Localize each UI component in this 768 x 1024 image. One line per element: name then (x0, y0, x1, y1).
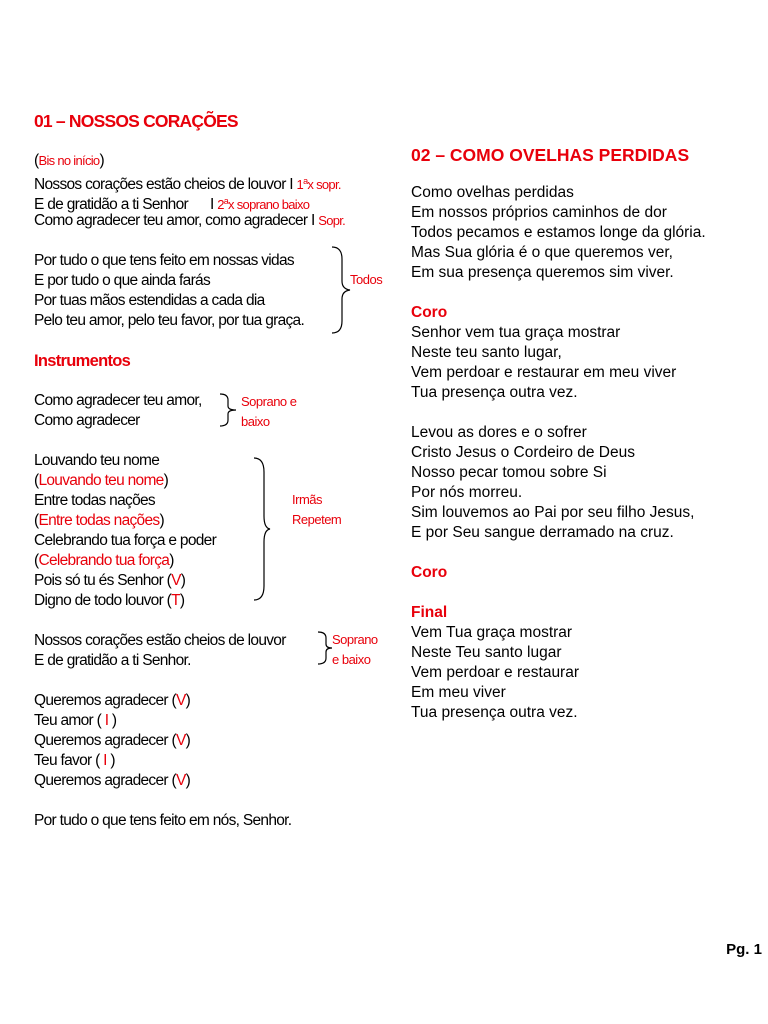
lyric-line: E por Seu sangue derramado na cruz. (411, 524, 674, 541)
lyric-line: Sim louvemos ao Pai por seu filho Jesus, (411, 504, 695, 521)
lyric-line: Celebrando tua força e poder (34, 532, 217, 549)
lyric-line: Por tuas mãos estendidas a cada dia (34, 292, 265, 309)
lyric-line: Cristo Jesus o Cordeiro de Deus (411, 444, 635, 461)
todos-note: Todos (350, 272, 383, 287)
song-2 (411, 143, 768, 723)
lyric-line: Pelo teu amor, pelo teu favor, por tua graça. (34, 312, 305, 329)
lyric-line: Vem perdoar e restaurar (411, 664, 580, 681)
lyric-line: E de gratidão a ti Senhor. (34, 652, 191, 669)
lyric-line: Todos pecamos e estamos longe da glória. (411, 224, 706, 241)
soprano-baixo-note: Soprano e baixo (241, 394, 297, 429)
lyric-line: Levou as dores e o sofrer (411, 424, 587, 441)
lyric-line: Em nossos próprios caminhos de dor (411, 204, 667, 221)
lyric-line: Neste Teu santo lugar (411, 644, 562, 661)
irmas-note: Irmãs Repetem (292, 492, 342, 527)
song-2-title: 02 – COMO OVELHAS PERDIDAS (411, 145, 690, 165)
lyric-line: Pois só tu és Senhor (V) (34, 572, 186, 589)
voice-note: 1$^a$x sopr. (296, 176, 341, 192)
brace-todos (330, 245, 352, 335)
lyric-line: Nossos corações estão cheios de louvor (34, 632, 286, 649)
instrumentos-heading: Instrumentos (34, 352, 131, 370)
lyric-line: Teu amor ( I ) (34, 712, 117, 729)
lyric-line: Como agradecer teu amor, (34, 392, 202, 409)
lyric-line: Por tudo o que tens feito em nossas vidas (34, 252, 294, 269)
lyric-line: Entre todas nações (34, 492, 155, 509)
lyric-line: Como agradecer teu amor, como agradecer I Sopr. (34, 212, 346, 229)
lyric-line: Tua presença outra vez. (411, 704, 578, 721)
page-number: Pg. 1 (726, 941, 762, 958)
voice-note: 2$^a$x soprano baixo (217, 196, 310, 212)
final-heading: Final (411, 604, 448, 621)
brace-irmas (252, 456, 272, 602)
closing-line: Por tudo o que tens feito em nós, Senhor. (34, 812, 292, 829)
lyric-line: Vem perdoar e restaurar em meu viver (411, 364, 677, 381)
bis-note: (Bis no início) (34, 152, 104, 169)
lyric-line: Por nós morreu. (411, 484, 523, 501)
lyric-line: Queremos agradecer (V) (34, 732, 191, 749)
lyric-line: (Entre todas nações) (34, 512, 164, 529)
lyric-line: Tua presença outra vez. (411, 384, 578, 401)
lyric-line: Nosso pecar tomou sobre Si (411, 464, 607, 481)
lyric-line: Vem Tua graça mostrar (411, 624, 573, 641)
lyric-line: Nossos corações estão cheios de louvor I 1$^a$x sopr. (34, 176, 341, 193)
song-1-title: 01 – NOSSOS CORAÇÕES (34, 111, 238, 131)
lyric-line: Queremos agradecer (V) (34, 772, 191, 789)
lyric-line: Em meu viver (411, 684, 506, 701)
lyric-line: (Louvando teu nome) (34, 472, 169, 489)
lyric-line: (Celebrando tua força) (34, 552, 174, 569)
coro-heading-2: Coro (411, 564, 448, 581)
lyric-line: Mas Sua glória é o que queremos ver, (411, 244, 673, 261)
lyric-line: Em sua presença queremos sim viver. (411, 264, 674, 281)
lyric-line: Teu favor ( I ) (34, 752, 115, 769)
lyric-line: Como ovelhas perdidas (411, 184, 574, 201)
coro-heading: Coro (411, 304, 448, 321)
lyric-line: E de gratidão a ti Senhor I 2$^a$x soprano baixo (34, 196, 310, 213)
soprano-baixo-note-2: Soprano e baixo (332, 632, 378, 667)
bis-text: Bis no início (38, 153, 100, 168)
lyric-line: Digno de todo louvor (T) (34, 592, 185, 609)
voice-note: Sopr. (318, 213, 346, 228)
lyric-line: Louvando teu nome (34, 452, 160, 469)
brace-soprano-baixo (218, 392, 238, 428)
lyric-line: Neste teu santo lugar, (411, 344, 562, 361)
lyric-line: E por tudo o que ainda farás (34, 272, 211, 289)
lyric-line: Queremos agradecer (V) (34, 692, 191, 709)
lyric-line: Senhor vem tua graça mostrar (411, 324, 621, 341)
song-1 (34, 109, 394, 831)
lyric-line: Como agradecer (34, 412, 140, 429)
